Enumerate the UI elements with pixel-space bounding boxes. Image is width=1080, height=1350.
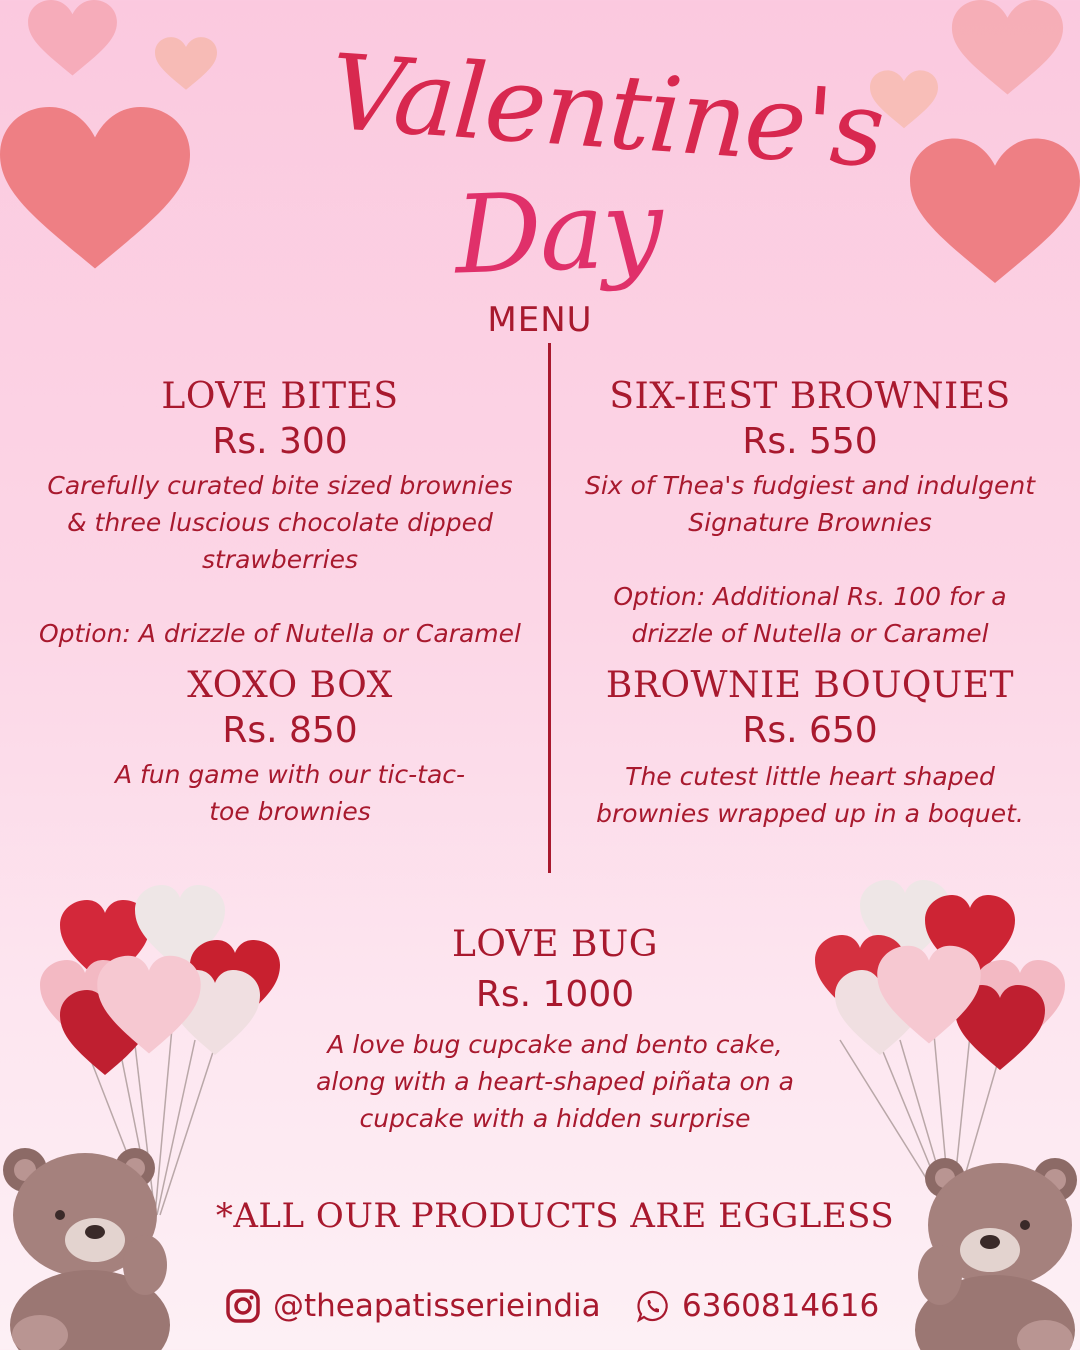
heart-icon <box>10 0 135 80</box>
heart-icon <box>155 35 217 95</box>
item-price: Rs. 550 <box>742 421 878 462</box>
item-description-line: A fun game with our tic-tac- <box>114 760 466 789</box>
menu-item-brownie-bouquet <box>560 664 1060 832</box>
item-description-line: strawberries <box>201 545 359 574</box>
item-option: Option: A drizzle of Nutella or Caramel <box>39 619 521 648</box>
item-description-line: Six of Thea's fudgiest and indulgent <box>584 471 1036 500</box>
item-description-line: The cutest little heart shaped <box>625 762 995 791</box>
instagram-handle[interactable] <box>225 1282 601 1330</box>
item-description-line: along with a heart-shaped piñata on a <box>316 1067 794 1096</box>
heart-icon <box>910 120 1080 310</box>
item-price: Rs. 300 <box>212 421 348 462</box>
heart-icon <box>945 0 1070 100</box>
item-description-line: Signature Brownies <box>688 508 932 537</box>
teddy-bear-icon <box>905 1150 1080 1350</box>
item-description-line: & three luscious chocolate dipped <box>67 508 493 537</box>
title-line-2: Day <box>452 166 664 299</box>
whatsapp-number-text: 6360814616 <box>682 1288 880 1324</box>
whatsapp-icon <box>636 1289 670 1323</box>
item-description-line: A love bug cupcake and bento cake, <box>327 1030 783 1059</box>
menu-item-love-bites <box>10 375 550 652</box>
title <box>320 30 887 320</box>
item-name: LOVE BITES <box>161 376 399 417</box>
teddy-bear-icon <box>0 1140 180 1350</box>
item-name: SIX-IEST BROWNIES <box>609 376 1011 417</box>
menu-item-xoxo-box <box>40 664 540 830</box>
item-description-line: Carefully curated bite sized brownies <box>47 471 513 500</box>
eggless-note: *ALL OUR PRODUCTS ARE EGGLESS <box>215 1196 895 1236</box>
item-price: Rs. 850 <box>222 710 358 751</box>
item-description-line: toe brownies <box>209 797 371 826</box>
item-option-line: drizzle of Nutella or Caramel <box>631 619 989 648</box>
item-name: XOXO BOX <box>187 665 393 706</box>
heart-icon <box>0 95 190 290</box>
item-price: Rs. 1000 <box>475 974 635 1015</box>
item-description-line: brownies wrapped up in a boquet. <box>596 799 1024 828</box>
item-price: Rs. 650 <box>742 710 878 751</box>
menu-item-sixiest-brownies <box>560 375 1060 652</box>
item-option-line: Option: Additional Rs. 100 for a <box>613 582 1007 611</box>
menu-label: MENU <box>487 300 593 340</box>
item-description-line: cupcake with a hidden surprise <box>359 1104 751 1133</box>
instagram-handle-text: @theapatisserieindia <box>273 1288 601 1324</box>
menu-item-love-bug <box>260 922 850 1137</box>
instagram-icon <box>225 1288 261 1324</box>
whatsapp-number[interactable] <box>636 1282 879 1330</box>
item-name: BROWNIE BOUQUET <box>605 665 1015 706</box>
item-name: LOVE BUG <box>451 924 659 965</box>
title-line-1: Valentine's <box>326 30 887 192</box>
